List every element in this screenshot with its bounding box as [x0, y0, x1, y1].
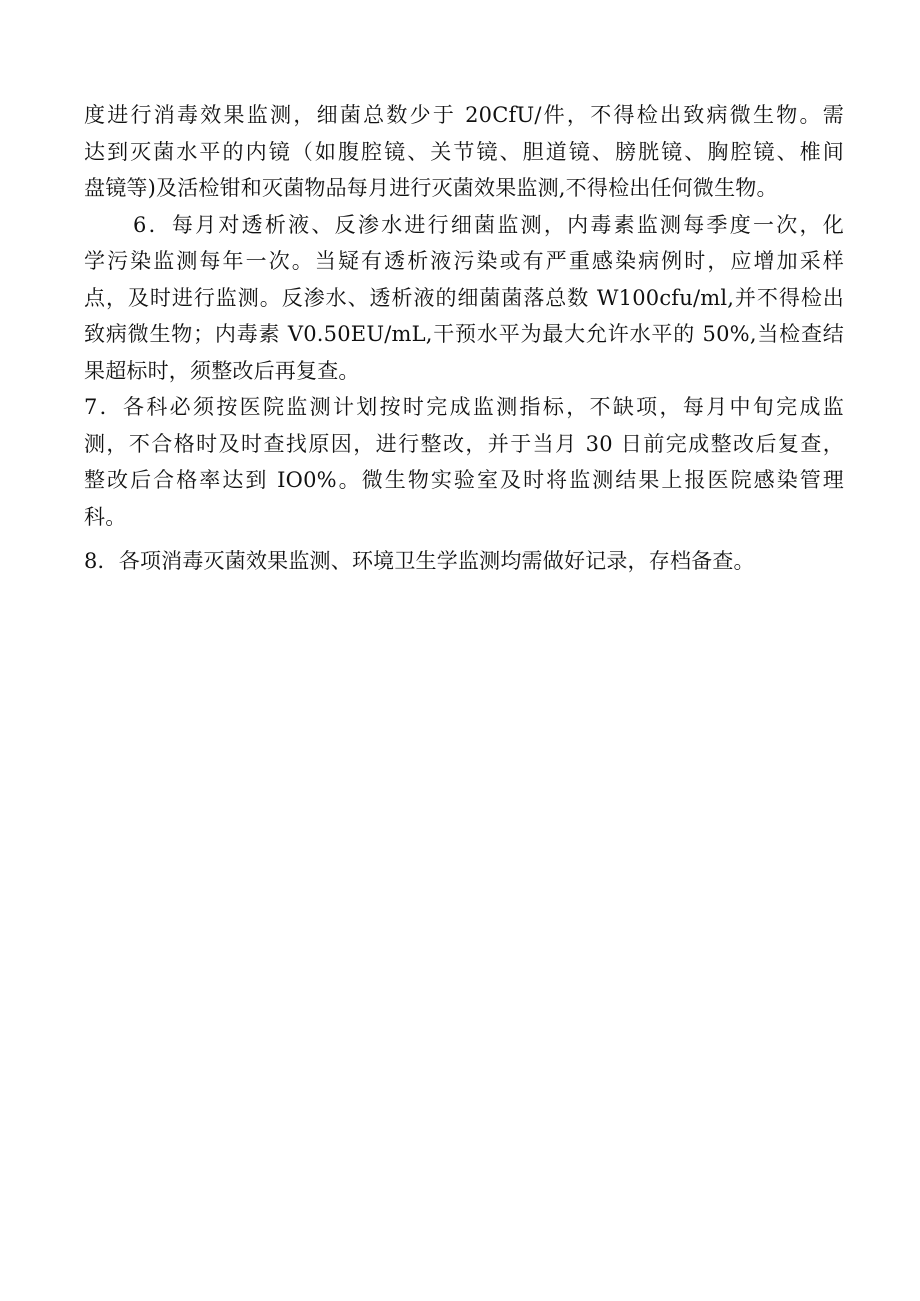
- text-line: 8．各项消毒灭菌效果监测、环境卫生学监测均需做好记录，存档备查。: [84, 549, 755, 573]
- text-line: 6．每月对透析液、反渗水进行细菌监测，内毒素监测每季度一次，化: [133, 212, 844, 237]
- item-6-paragraph: [84, 207, 844, 390]
- text-line: 盘镜等)及活检钳和灭菌物品每月进行灭菌效果监测,不得检出任何微生物。: [84, 176, 778, 200]
- text-line: 达到灭菌水平的内镜（如腹腔镜、关节镜、胆道镜、膀胱镜、胸腔镜、椎间: [84, 139, 844, 164]
- text-line: 点，及时进行监测。反渗水、透析液的细菌菌落总数 W100cfu/ml,并不得检出: [84, 285, 844, 310]
- text-line: 测，不合格时及时查找原因，进行整改，并于当月 30 日前完成整改后复查，: [84, 431, 844, 456]
- text-line: 果超标时，须整改后再复查。: [84, 358, 360, 383]
- item-7-paragraph: [84, 389, 844, 535]
- document-body: [84, 97, 844, 580]
- continuation-paragraph: [84, 97, 844, 207]
- text-line: 度进行消毒效果监测，细菌总数少于 20CfU/件，不得检出致病微生物。需: [84, 103, 844, 127]
- text-line: 致病微生物；内毒素 V0.50EU/mL,干预水平为最大允许水平的 50%,当检查结: [84, 322, 844, 346]
- text-line: 整改后合格率达到 IO0%。微生物实验室及时将监测结果上报医院感染管理: [84, 468, 844, 492]
- paragraph-spacer: [84, 535, 844, 543]
- item-8-paragraph: [84, 543, 844, 580]
- text-line: 学污染监测每年一次。当疑有透析液污染或有严重感染病例时，应增加采样: [84, 249, 844, 273]
- text-line: 7．各科必须按医院监测计划按时完成监测指标，不缺项，每月中旬完成监: [84, 395, 844, 419]
- text-line: 科。: [84, 504, 127, 529]
